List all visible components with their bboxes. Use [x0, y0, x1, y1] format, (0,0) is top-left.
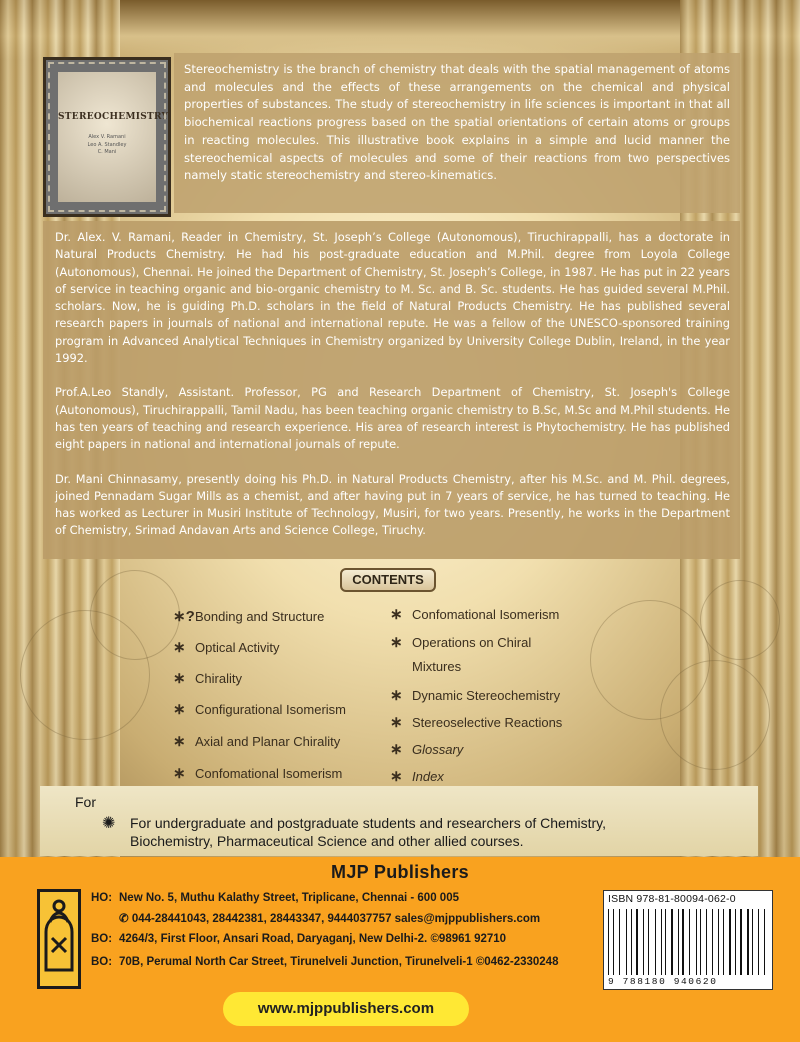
barcode-bar	[616, 909, 618, 975]
contents-item	[390, 686, 560, 704]
audience-line: For undergraduate and postgraduate students and researchers of Chemistry,	[130, 815, 607, 831]
head-office-contact: ✆ 044-28441043, 28442381, 28443347, 9444037757 sales@mjppublishers.com	[119, 913, 541, 925]
contents-item-label: Axial and Planar Chirality	[195, 734, 341, 749]
barcode-bar	[689, 909, 690, 975]
branch-office-delhi	[91, 933, 506, 945]
contents-item	[173, 638, 280, 656]
isbn-barcode-box	[603, 890, 773, 990]
author-bio-chinnasamy: Dr. Mani Chinnasamy, presently doing his Ph.D. in Natural Products Chemistry, after his M.Sc. and M. Phil. degrees, joined Pennadam Sugar Mills as a chemist, and after having put in 7 years of service, he has turned to teaching. He has worked as Lecturer in Musiri Institute of Technology, Musiri, for two years. Presently, he works in the Department of Chemistry, Srimad Andavan Arts and Science College, Tiruchy.	[55, 471, 730, 538]
bullet-star-icon: ∗	[390, 634, 403, 651]
bullet-star-icon: ∗	[173, 733, 186, 750]
barcode-bar	[648, 909, 649, 975]
intro-text: Stereochemistry is the branch of chemistry that deals with the spatial management of atoms and molecules and the effects of these arrangements on the chemical and physical properties of substances. The study of stereochemistry in life sciences is important in that all biochemical reactions progress based on the spatial orientations of certain atoms or groups in reacting molecules. This illustrative book explains in a simple and lucid manner the stereochemical aspects of molecules and some of their reactions from two perspectives namely static stereochemistry and stereo-kinematics.	[184, 62, 730, 183]
barcode-bar	[726, 909, 727, 975]
barcode-bar	[619, 909, 620, 975]
molecule-circle-decoration	[90, 570, 180, 660]
audience-line: Biochemistry, Pharmaceutical Science and other allied courses.	[130, 833, 524, 849]
bullet-star-icon: ∗	[390, 606, 403, 623]
author-bio-standly: Prof.A.Leo Standly, Assistant. Professor, PG and Research Department of Chemistry, St. Joseph's College (Autonomous), Tiruchirappalli, Tamil Nadu, has been teaching organic chemistry to B.Sc, M.Sc and M.Phil students. He has ten years of teaching and research experience. His area of research interest is Phytochemistry. He has published eight papers in national and international journals of repute.	[55, 385, 730, 452]
bullet-star-icon: ∗?	[173, 608, 195, 625]
barcode-bar	[639, 909, 640, 975]
contents-item-label: Stereoselective Reactions	[412, 715, 563, 730]
bo-label: BO:	[91, 933, 113, 945]
contents-item-label: Dynamic Stereochemistry	[412, 688, 561, 703]
barcode-bar	[675, 909, 676, 975]
contents-item	[390, 605, 559, 623]
barcode-bar	[708, 909, 709, 975]
website-link[interactable]: www.mjppublishers.com	[223, 992, 469, 1026]
book-cover-thumbnail	[43, 57, 171, 217]
barcode-digits: 9 788180 940620	[608, 976, 718, 987]
contents-item	[173, 732, 340, 750]
contents-item-label: Mixtures	[412, 659, 462, 674]
barcode-bar	[740, 909, 742, 975]
barcode-bar	[686, 909, 687, 975]
authors-panel	[43, 221, 740, 559]
audience-label: For	[75, 794, 96, 810]
barcode-bar	[610, 909, 611, 975]
bullet-star-icon: ∗	[390, 687, 403, 704]
molecule-circle-decoration	[660, 660, 770, 770]
audience-banner	[40, 786, 758, 856]
thumbnail-author: Leo A. Standley	[87, 141, 127, 148]
barcode-bar	[722, 909, 723, 975]
bo-tirunelveli-address: 70B, Perumal North Car Street, Tirunelveli Junction, Tirunelveli-1 ©0462-2330248	[119, 956, 559, 968]
contents-item	[173, 607, 324, 625]
contents-item-label: Confomational Isomerism	[195, 766, 343, 781]
barcode-bar	[626, 909, 627, 975]
barcode-bar	[761, 909, 762, 975]
ho-address: New No. 5, Muthu Kalathy Street, Triplicane, Chennai - 600 005	[119, 892, 459, 904]
bo-delhi-address: 4264/3, First Floor, Ansari Road, Daryaganj, New Delhi-2. ©98961 92710	[119, 933, 507, 945]
contents-item	[173, 700, 346, 718]
contents-item	[173, 669, 242, 687]
barcode-bar	[758, 909, 759, 975]
bullet-star-icon: ∗	[173, 639, 186, 656]
barcode-bar	[682, 909, 683, 975]
barcode-bar	[749, 909, 750, 975]
contents-heading: CONTENTS	[340, 568, 436, 592]
barcode-bar	[755, 909, 756, 975]
bullet-star-icon: ∗	[390, 768, 403, 785]
barcode-bar	[704, 909, 705, 975]
logo-glyph-icon	[40, 892, 78, 986]
branch-office-tirunelveli	[91, 956, 558, 968]
barcode-bar	[700, 909, 701, 975]
barcode-bar	[631, 909, 632, 975]
publisher-name: MJP Publishers	[331, 862, 469, 882]
barcode-bar	[723, 909, 724, 975]
bullet-burst-icon: ✺	[102, 815, 116, 832]
contents-item-label: Operations on Chiral	[412, 635, 532, 650]
contents-item	[390, 633, 531, 651]
barcode-bar	[706, 909, 707, 975]
barcode-bar	[764, 909, 765, 975]
barcode-bar	[738, 909, 739, 975]
barcode-bar	[718, 909, 719, 975]
barcode-bar	[636, 909, 638, 975]
thumbnail-title: STEREOCHEMISTRY	[58, 112, 169, 122]
bullet-star-icon: ∗	[173, 670, 186, 687]
contents-item	[390, 767, 444, 785]
contents-item	[390, 740, 463, 758]
barcode-bar	[665, 909, 666, 975]
author-bio-ramani: Dr. Alex. V. Ramani, Reader in Chemistry, St. Joseph’s College (Autonomous), Tiruchirappalli, has a doctorate in Natural Products Chemistry. He had his post-graduate education and M.Phil. degree from Loyola College (Autonomous), Chennai. He joined the Department of Chemistry, St. Joseph’s College, in 1987. He has put in 22 years of service in teaching organic and bio-organic chemistry to M. Sc. and B. Sc. students. He has guided several M.Phil. scholars. Now, he is guiding Ph.D. scholars in the field of Natural Products Chemistry. He has published several research papers in journals of national and international repute. He was a fellow of the UNESCO-sponsored training program in Advanced Analytical Techniques in Chemistry organized by University College Dublin, Ireland, in the year 1992.	[55, 230, 730, 366]
contents-item	[390, 659, 461, 674]
contents-item-label: Chirality	[195, 671, 242, 686]
barcode-bar	[729, 909, 730, 975]
thumbnail-author: C. Mani	[97, 149, 117, 155]
book-cover-image	[58, 72, 169, 202]
publisher-logo-icon	[37, 889, 81, 989]
bullet-star-icon: ∗	[173, 701, 186, 718]
thumbnail-authors	[58, 134, 156, 157]
barcode-bar	[622, 909, 623, 975]
bullet-star-icon: ∗	[390, 714, 403, 731]
barcode-bar	[698, 909, 699, 975]
contents-item	[173, 764, 342, 782]
barcode-bar	[766, 909, 767, 975]
barcode-bar	[678, 909, 679, 975]
publisher-footer	[0, 857, 800, 1042]
barcode-bar	[752, 909, 753, 975]
intro-panel	[174, 53, 740, 213]
contents-item	[390, 713, 562, 731]
thumbnail-author: Alex V. Ramani	[88, 134, 126, 140]
isbn-number: ISBN 978-81-80094-062-0	[608, 893, 736, 905]
barcode-bar	[669, 909, 670, 975]
barcode-bar	[663, 909, 664, 975]
bo-label: BO:	[91, 956, 113, 968]
contents-item-label: Confomational Isomerism	[412, 607, 560, 622]
contents-item-label: Configurational Isomerism	[195, 702, 347, 717]
contents-item-label: Bonding and Structure	[195, 609, 325, 624]
barcode-bar	[643, 909, 644, 975]
contents-item-label: Glossary	[412, 742, 464, 757]
barcode-bar	[732, 909, 733, 975]
barcode-bar	[744, 909, 745, 975]
barcode-bar	[628, 909, 629, 975]
barcode-bar	[655, 909, 656, 975]
contents-item-label: Optical Activity	[195, 640, 280, 655]
barcode-bar	[608, 909, 609, 975]
contents-item-label: Index	[412, 769, 444, 784]
molecule-circle-decoration	[700, 580, 780, 660]
barcode-bar	[634, 909, 635, 975]
barcode-bar	[645, 909, 646, 975]
barcode-image	[608, 909, 768, 975]
barcode-bar	[712, 909, 713, 975]
barcode-bar	[691, 909, 693, 975]
contents-list	[168, 595, 608, 790]
audience-text	[130, 814, 606, 850]
barcode-bar	[680, 909, 681, 975]
ho-label: HO:	[91, 892, 113, 904]
barcode-bar	[696, 909, 697, 975]
bullet-star-icon: ∗	[390, 741, 403, 758]
barcode-bar	[652, 909, 654, 975]
barcode-bar	[747, 909, 748, 975]
barcode-bar	[671, 909, 673, 975]
barcode-bar	[613, 909, 614, 975]
barcode-bar	[714, 909, 716, 975]
barcode-bar	[657, 909, 658, 975]
barcode-bar	[661, 909, 662, 975]
barcode-bar	[735, 909, 736, 975]
head-office-line	[91, 892, 459, 904]
bullet-star-icon: ∗	[173, 765, 186, 782]
